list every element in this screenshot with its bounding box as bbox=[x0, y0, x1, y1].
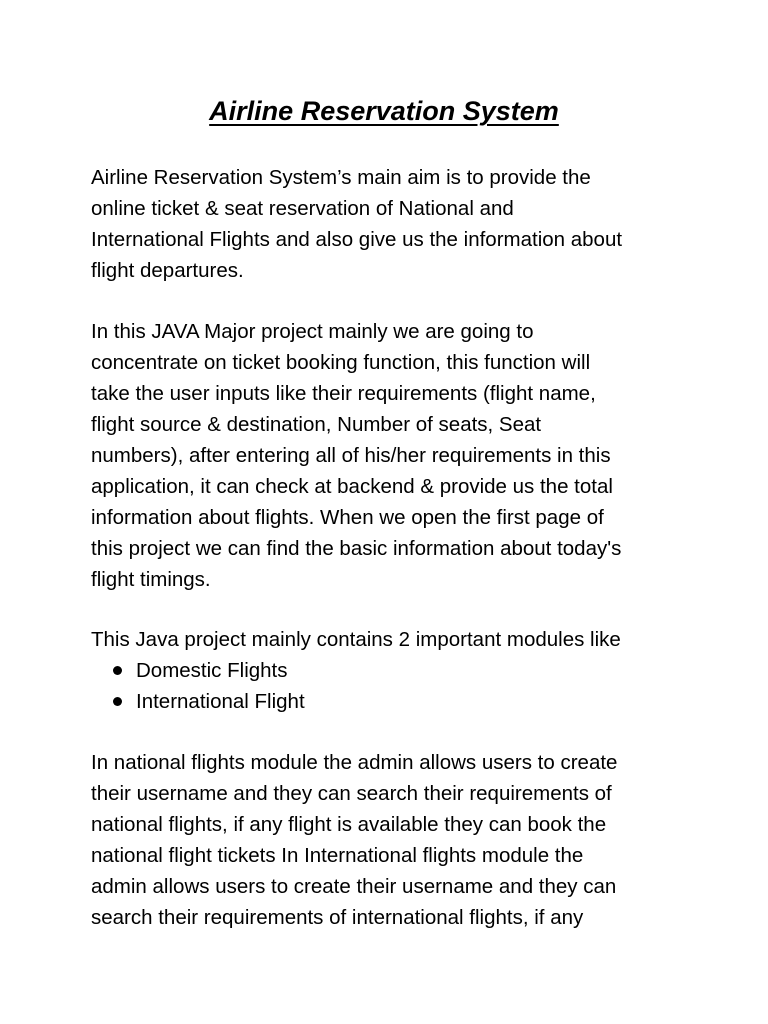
list-item-label: International Flight bbox=[136, 690, 305, 713]
paragraph-line: flight source & destination, Number of seats, Seat bbox=[91, 413, 542, 436]
list-item bbox=[0, 686, 768, 717]
paragraph-line: admin allows users to create their username and they can bbox=[91, 875, 617, 898]
paragraph-line: national flight tickets In International flights module the bbox=[91, 844, 584, 867]
paragraph-intro bbox=[91, 162, 691, 286]
paragraph-line: International Flights and also give us the information about bbox=[91, 228, 623, 251]
paragraph-line: concentrate on ticket booking function, this function will bbox=[91, 351, 591, 374]
paragraph-line: In this JAVA Major project mainly we are going to bbox=[91, 320, 534, 343]
paragraph-line: In national flights module the admin allows users to create bbox=[91, 751, 618, 774]
paragraph-line: national flights, if any flight is available they can book the bbox=[91, 813, 607, 836]
list-item bbox=[0, 655, 768, 686]
paragraph-line: numbers), after entering all of his/her requirements in this bbox=[91, 444, 611, 467]
paragraph-line: application, it can check at backend & provide us the total bbox=[91, 475, 613, 498]
paragraph-line: flight departures. bbox=[91, 259, 244, 282]
modules-list bbox=[0, 655, 768, 717]
paragraph-line: Airline Reservation System’s main aim is to provide the bbox=[91, 166, 591, 189]
list-item-label: Domestic Flights bbox=[136, 659, 288, 682]
paragraph-project-description bbox=[91, 316, 691, 595]
bullet-icon bbox=[113, 697, 122, 706]
paragraph-line: take the user inputs like their requirements (flight name, bbox=[91, 382, 596, 405]
paragraph-line: information about flights. When we open the first page of bbox=[91, 506, 604, 529]
paragraph-line: flight timings. bbox=[91, 568, 211, 591]
bullet-icon bbox=[113, 666, 122, 675]
paragraph-line: This Java project mainly contains 2 important modules like bbox=[91, 628, 621, 651]
paragraph-modules-description bbox=[91, 747, 691, 933]
paragraph-line: this project we can find the basic information about today's bbox=[91, 537, 622, 560]
paragraph-line: online ticket & seat reservation of National and bbox=[91, 197, 514, 220]
paragraph-modules-intro bbox=[91, 624, 691, 655]
paragraph-line: search their requirements of international flights, if any bbox=[91, 906, 584, 929]
paragraph-line: their username and they can search their requirements of bbox=[91, 782, 612, 805]
page-title: Airline Reservation System bbox=[209, 96, 559, 126]
